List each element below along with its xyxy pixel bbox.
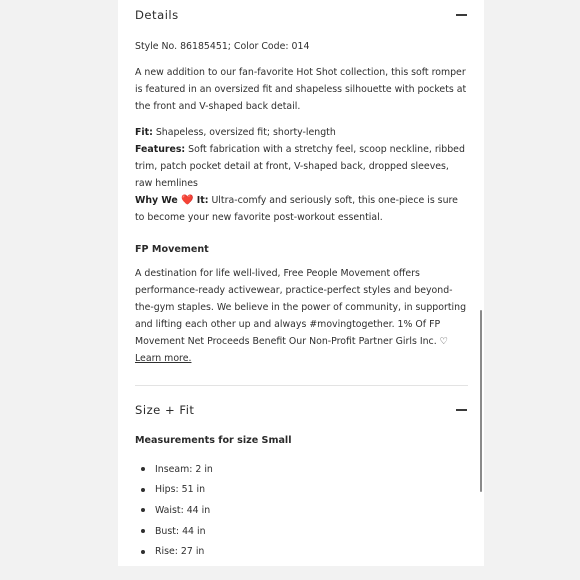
measurements-heading: Measurements for size Small — [135, 435, 292, 446]
section-divider — [135, 385, 468, 386]
fit-label: Fit: — [135, 127, 153, 138]
bullet-icon — [141, 508, 145, 512]
heart-icon: ❤️ — [181, 195, 194, 206]
product-description: A new addition to our fan-favorite Hot Shot collection, this soft romper is featured in an oversized fit and shapeless silhouette with pockets at the front and V-shaped back detail. — [135, 67, 467, 112]
bullet-icon — [141, 488, 145, 492]
bullet-icon — [141, 467, 145, 471]
style-code: Style No. 86185451; Color Code: 014 — [135, 41, 310, 52]
scrollbar-thumb[interactable] — [480, 310, 482, 492]
why-label: Why We ❤️ It: — [135, 195, 209, 206]
fit-value: Shapeless, oversized fit; shorty-length — [152, 127, 336, 138]
list-item: Inseam: 2 in — [135, 459, 213, 480]
details-accordion-header[interactable] — [135, 5, 468, 25]
fit-line — [135, 124, 469, 141]
features-line — [135, 141, 469, 192]
size-fit-title: Size + Fit — [135, 403, 195, 417]
list-item: Hips: 51 in — [135, 480, 213, 501]
list-item: Bust: 44 in — [135, 521, 213, 542]
details-title: Details — [135, 8, 179, 22]
features-value: Soft fabrication with a stretchy feel, scoop neckline, ribbed trim, patch pocket detail at front, V-shaped back, dropped sleeves, raw hemlines — [135, 144, 465, 189]
why-value: Ultra-comfy and seriously soft, this one-piece is sure to become your new favorite post-workout essential. — [135, 195, 458, 223]
why-we-love-it-line — [135, 192, 469, 226]
bullet-icon — [141, 550, 145, 554]
collapse-minus-icon[interactable] — [454, 403, 468, 417]
list-item: Rise: 27 in — [135, 541, 213, 562]
bullet-icon — [141, 529, 145, 533]
fp-movement-body: A destination for life well-lived, Free People Movement offers performance-ready activewear, practice-perfect styles and beyond-the-gym staples. We believe in the power of community, in supporting and lifting each other up and always #movingtogether. 1% Of FP Movement Net Proceeds Benefit Our Non-Profit Partner Girls Inc. ♡ Learn more. — [135, 268, 467, 364]
learn-more-link[interactable]: Learn more. — [135, 353, 192, 364]
measurements-list — [135, 459, 213, 562]
list-item: Waist: 44 in — [135, 500, 213, 521]
fp-movement-heading: FP Movement — [135, 244, 209, 255]
features-label: Features: — [135, 144, 186, 155]
collapse-minus-icon[interactable] — [454, 8, 468, 22]
size-fit-accordion-header[interactable] — [135, 400, 468, 420]
